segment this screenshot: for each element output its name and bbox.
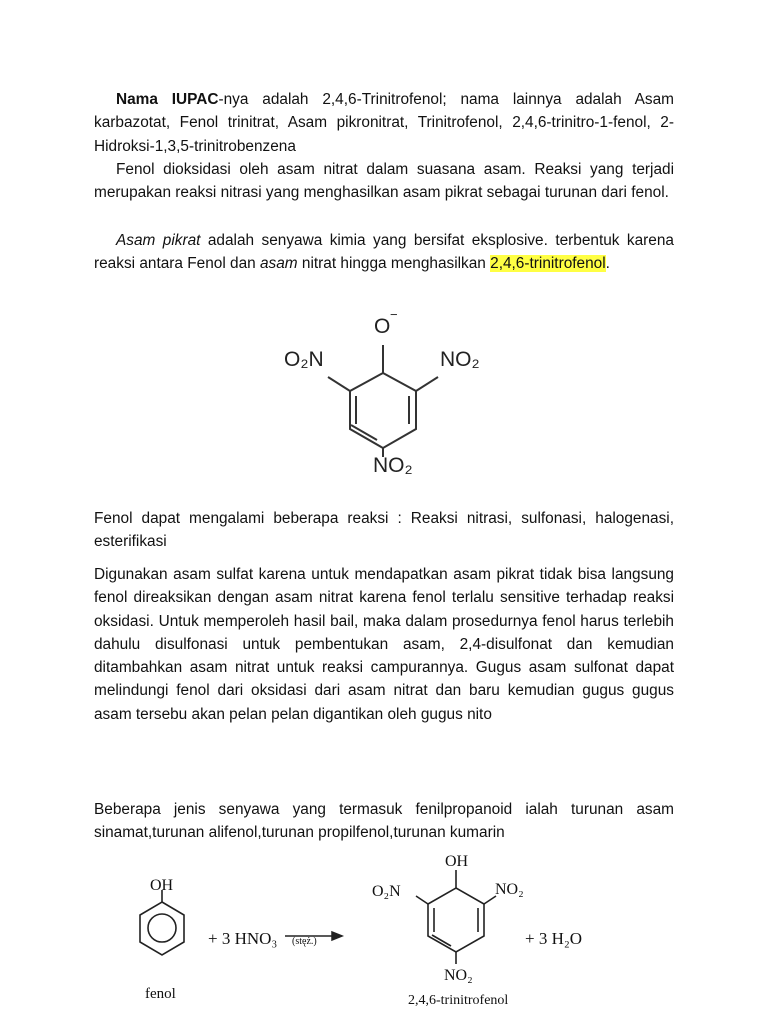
paragraph-text: Fenol dapat mengalami beberapa reaksi : Reaksi nitrasi, sulfonasi, halogenasi, esterifikasi	[94, 510, 674, 551]
product-oh-label: OH	[445, 853, 469, 870]
paragraph-reactions	[94, 507, 674, 554]
nitro-right-label: NO₂	[440, 348, 480, 371]
phenol-name-label: fenol	[145, 986, 176, 1002]
nitro-bottom-label: NO₂	[373, 454, 413, 477]
paragraph-phenylpropanoid	[94, 798, 674, 845]
italic-term: asam	[259, 255, 298, 273]
oxygen-label: O	[374, 315, 391, 338]
bold-lead: Nama IUPAC	[116, 91, 219, 108]
italic-term: Asam pikrat	[116, 232, 201, 249]
paragraph-text: Fenol dioksidasi oleh asam nitrat dalam suasana asam. Reaksi yang terjadi merupakan reaksi nitrasi yang menghasilkan asam pikrat sebagai turunan dari fenol.	[94, 161, 674, 202]
product-nitro-right-label: NO₂	[495, 881, 524, 898]
paragraph-text: -nya adalah 2,4,6-Trinitrofenol; nama lainnya adalah Asam karbazotat, Fenol trinitrat, Asam pikronitrat, Trinitrofenol, 2,4,6-trinitro-1-fenol, 2-Hidroksi-1,3,5-trinitrobenzena	[94, 91, 674, 155]
picrate-structure-diagram	[270, 305, 500, 480]
paragraph-iupac-name	[94, 88, 674, 158]
reagent-label: + 3 HNO₃	[208, 929, 278, 948]
product-nitro-bottom-label: NO₂	[444, 967, 473, 984]
reaction-scheme-diagram	[110, 848, 630, 1013]
highlighted-text: 2,4,6-trinitrofenol	[490, 255, 606, 273]
paragraph-text: Digunakan asam sulfat karena untuk mendapatkan asam pikrat tidak bisa langsung fenol direaksikan dengan asam nitrat karena fenol terlalu sensitive terhadap reaksi oksidasi. Untuk memperoleh hasil bail, maka dalam prosedurnya fenol harus terlebih dahulu disulfonasi untuk pembentukan asam, 2,4-disulfonat dan kemudian ditambahkan asam nitrat untuk reaksi campurannya. Gugus asam sulfonat dapat melindungi fenol dari oksidasi dari asam nitrat dan baru kemudian gugus gugus asam tersebu akan pelan pelan digantikan oleh gugus nito	[94, 566, 674, 723]
paragraph-sulfuric-acid	[94, 563, 674, 726]
paragraph-text: Beberapa jenis senyawa yang termasuk fenilpropanoid ialah turunan asam sinamat,turunan alifenol,turunan propilfenol,turunan kumarin	[94, 801, 674, 842]
product-nitro-left-label: O₂N	[372, 883, 401, 900]
charge-label: −	[390, 307, 398, 322]
phenol-oh-label: OH	[150, 877, 174, 894]
nitro-left-label: O₂N	[284, 348, 324, 371]
product-name-label: 2,4,6-trinitrofenol	[408, 993, 509, 1008]
reagent-note: (stęż.)	[292, 936, 317, 947]
paragraph-oxidation	[94, 158, 674, 205]
byproduct-label: + 3 H₂O	[525, 929, 583, 948]
paragraph-picric-acid: Asam pikrat adalah senyawa kimia yang bersifat eksplosive. terbentuk karena reaksi antara Fenol dan asam nitrat hingga menghasilkan 2,4,6-trinitrofenol.	[94, 232, 674, 273]
